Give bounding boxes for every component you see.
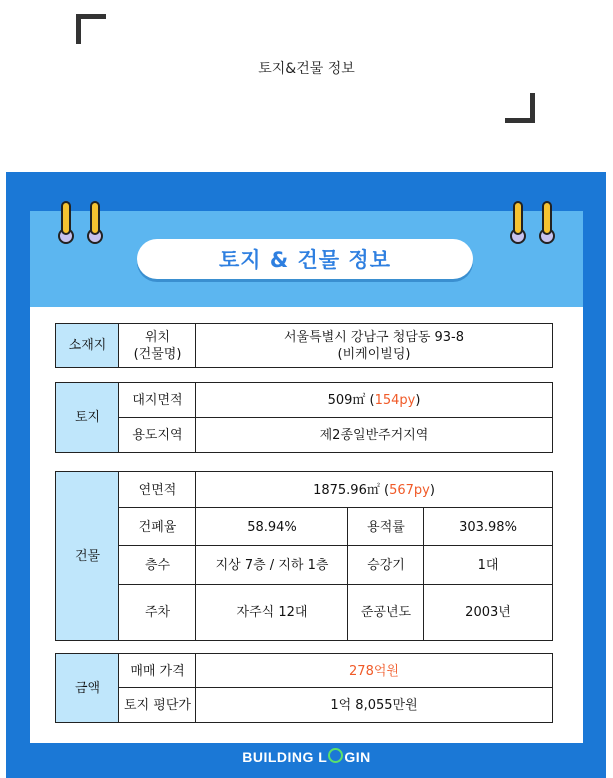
floors-label: 층수 <box>118 545 197 586</box>
location-label <box>118 323 197 368</box>
parking-label: 주차 <box>118 584 197 641</box>
location-label-line1: 위치 <box>144 329 171 345</box>
binder-hook-icon <box>61 201 71 235</box>
gfa-py: 567py <box>389 482 430 498</box>
parking-value: 자주식 12대 <box>195 584 349 641</box>
land-area-py: 154py <box>374 393 416 408</box>
brand-footer: BUILDING L GIN <box>242 749 371 765</box>
building-name: (비케이빌딩) <box>337 346 411 362</box>
elevator-label: 승강기 <box>347 545 425 586</box>
page-title: 토지&건물 정보 <box>258 61 355 77</box>
corner-bracket-bottom-right <box>505 93 535 123</box>
address-value <box>195 323 553 368</box>
price-per-py-value: 1억 8,055만원 <box>195 687 553 723</box>
binder-hook-icon <box>90 201 100 235</box>
bcr-label: 건폐율 <box>118 507 197 547</box>
gfa-label: 연면적 <box>118 471 197 509</box>
gfa-value: 1875.96㎡ ( 567py ) <box>195 471 553 509</box>
elevator-value: 1대 <box>423 545 553 586</box>
group-building: 건물 <box>55 471 120 641</box>
zoning-label: 용도지역 <box>118 417 197 453</box>
banner-title: 토지 & 건물 정보 <box>219 248 391 272</box>
price-per-py-label: 토지 평단가 <box>118 687 197 723</box>
land-area-value: 509㎡ ( 154py ) <box>195 382 553 419</box>
completion-label: 준공년도 <box>347 584 425 641</box>
far-value: 303.98% <box>423 507 553 547</box>
address-line: 서울특별시 강남구 청담동 93-8 <box>283 329 465 345</box>
sale-price-value: 278억원 <box>195 653 553 689</box>
binder-hook-icon <box>542 201 552 235</box>
title-banner <box>137 239 473 279</box>
location-label-line2: (건물명) <box>133 346 182 362</box>
corner-bracket-top-left <box>76 14 106 44</box>
group-location: 소재지 <box>55 323 120 368</box>
floors-value: 지상 7층 / 지하 1층 <box>195 545 349 586</box>
zoning-value: 제2종일반주거지역 <box>195 417 553 453</box>
group-price: 금액 <box>55 653 120 723</box>
completion-value: 2003년 <box>423 584 553 641</box>
card-header <box>30 211 583 307</box>
binder-hook-icon <box>513 201 523 235</box>
group-land: 토지 <box>55 382 120 453</box>
land-area-label: 대지면적 <box>118 382 197 419</box>
far-label: 용적률 <box>347 507 425 547</box>
bcr-value: 58.94% <box>195 507 349 547</box>
sale-price-label: 매매 가격 <box>118 653 197 689</box>
logo-o-icon <box>328 748 343 763</box>
